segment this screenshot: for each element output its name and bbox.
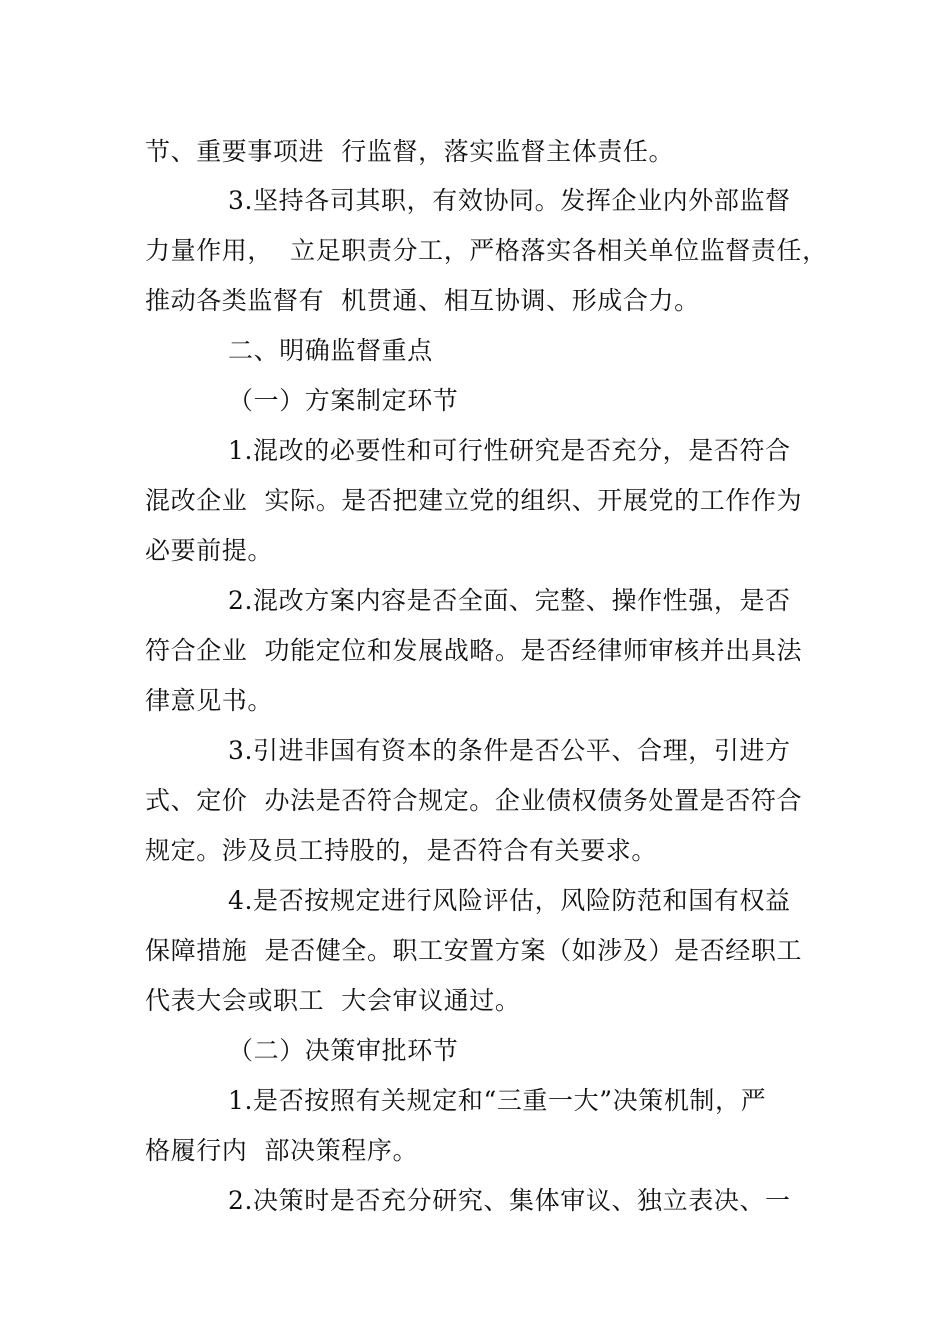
paragraph-line: 格履行内 部决策程序。 — [145, 1136, 419, 1165]
paragraph-line: 2.决策时是否充分研究、集体审议、独立表决、一 — [228, 1186, 791, 1215]
paragraph-line: 推动各类监督有 机贯通、相互协调、形成合力。 — [145, 286, 700, 315]
paragraph-line: 节、重要事项进 行监督，落实监督主体责任。 — [145, 137, 675, 166]
paragraph-line: 1.混改的必要性和可行性研究是否充分，是否符合 — [228, 436, 791, 465]
paragraph-line: 代表大会或职工 大会审议通过。 — [145, 986, 521, 1015]
paragraph-line: 规定。涉及员工持股的，是否符合有关要求。 — [145, 836, 658, 865]
paragraph-line: 2.混改方案内容是否全面、完整、操作性强，是否 — [228, 586, 791, 615]
paragraph-line: 式、定价 办法是否符合规定。企业债权债务处置是否符合 — [145, 786, 803, 815]
subsection-heading: （一）方案制定环节 — [228, 386, 459, 415]
subsection-heading: （二）决策审批环节 — [228, 1036, 459, 1065]
paragraph-line: 3.引进非国有资本的条件是否公平、合理，引进方 — [228, 736, 791, 765]
paragraph-line: 混改企业 实际。是否把建立党的组织、开展党的工作作为 — [145, 486, 803, 515]
section-heading: 二、明确监督重点 — [228, 336, 433, 365]
paragraph-line: 律意见书。 — [145, 686, 274, 715]
paragraph-line: 4.是否按规定进行风险评估，风险防范和国有权益 — [228, 886, 791, 915]
paragraph-line: 必要前提。 — [145, 536, 274, 565]
paragraph-line: 1.是否按照有关规定和“三重一大”决策机制，严 — [228, 1086, 767, 1115]
paragraph-line: 力量作用， 立足职责分工，严格落实各相关单位监督责任， — [145, 236, 828, 265]
paragraph-line: 符合企业 功能定位和发展战略。是否经律师审核并出具法 — [145, 636, 803, 665]
paragraph-line: 保障措施 是否健全。职工安置方案（如涉及）是否经职工 — [145, 936, 803, 965]
paragraph-line: 3.坚持各司其职，有效协同。发挥企业内外部监督 — [228, 186, 791, 215]
